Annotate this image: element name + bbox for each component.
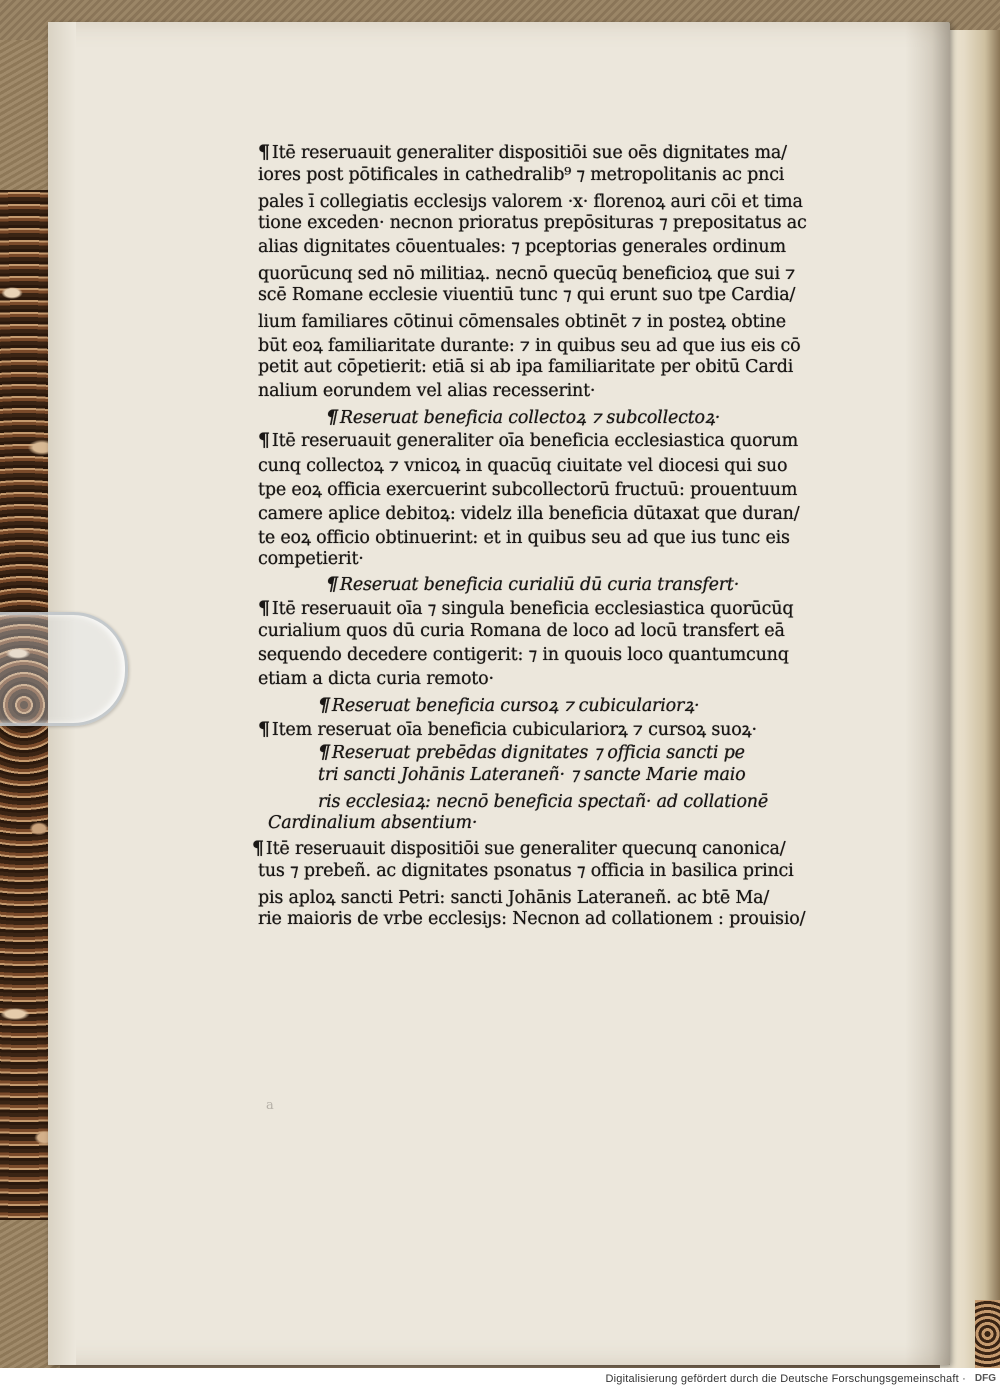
pilcrow-icon: ¶ [318, 741, 330, 763]
text-line: iores post pōtificales in cathedralib⁹ ⁊ metropolitanis ac pnci [258, 165, 785, 185]
text-line: lium familiares cōtinui cōmensales obtinēt ⁊ in posteꝝ obtine [258, 312, 786, 332]
pilcrow-icon: ¶ [258, 718, 270, 740]
pilcrow-icon: ¶ [252, 837, 264, 859]
text-line: pales ī collegiatis ecclesiȷs valorem ·x· florenoꝝ auri cōi et tima [258, 192, 803, 212]
text-line: tus ⁊ prebeñ. ac dignitates psonatus ⁊ officia in basilica princi [258, 861, 794, 881]
text-line: rie maioris de vrbe ecclesiȷs: Necnon ad collationem : prouisio/ [258, 909, 806, 929]
text-line: alias dignitates cōuentuales: ⁊ pceptorias generales ordinum [258, 237, 786, 257]
pilcrow-icon: ¶ [326, 573, 338, 595]
rubric-heading: ¶ Reseruat prebēdas dignitates ⁊ officia sancti pe [318, 741, 745, 763]
rubric-heading: ¶ Reseruat beneficia curialiū dū curia transfert· [326, 573, 740, 595]
pilcrow-icon: ¶ [318, 694, 330, 716]
text-line: sequendo decedere contigerit: ⁊ in quouis loco quantumcunq [258, 645, 789, 665]
page-gutter-shadow [905, 22, 950, 1365]
text-line: pis aploꝝ sancti Petri: sancti Johānis Lateraneñ. ac btē Ma/ [258, 888, 770, 908]
rubric-heading: tri sancti Johānis Lateraneñ· ⁊ sancte Marie maio [318, 765, 746, 785]
marbled-edge-right [975, 1300, 1000, 1368]
dfg-logo: DFG [974, 1373, 996, 1384]
pilcrow-icon: ¶ [258, 141, 270, 163]
text-line: ¶ Itē reseruauit generaliter dispositiōi sue oēs dignitates ma/ [258, 141, 787, 163]
footer-credit: Digitalisierung gefördert durch die Deutsche Forschungsgemeinschaft · [605, 1373, 966, 1385]
text-line: petit aut cōpetierit: etiā si ab ipa familiaritate per obitū Cardi [258, 357, 794, 377]
text-line: etiam a dicta curia remoto· [258, 669, 494, 689]
text-line: tpe eoꝝ officia exercuerint subcollectorū fructuū: prouentuum [258, 480, 798, 500]
footer-bar [0, 1368, 1000, 1392]
page-clip [0, 612, 128, 726]
text-line: tione exceden· necnon prioratus prepōsituras ⁊ prepositatus ac [258, 213, 807, 233]
text-line: ¶ Itē reseruauit oīa ⁊ singula beneficia ecclesiastica quorūcūq [258, 597, 794, 619]
signature-mark: a [266, 1098, 274, 1113]
text-line: ¶ Itē reseruauit generaliter oīa beneficia ecclesiastica quorum [258, 429, 798, 451]
text-line: curialium quos dū curia Romana de loco ad locū transfert eā [258, 621, 785, 641]
text-line: būt eoꝝ familiaritate durante: ⁊ in quibus seu ad que ius eis cō [258, 336, 801, 356]
pilcrow-icon: ¶ [258, 597, 270, 619]
text-line: scē Romane ecclesie viuentiū tunc ⁊ qui erunt suo tpe Cardia/ [258, 285, 796, 305]
rubric-heading: ¶ Reseruat beneficia collectoꝝ ⁊ subcollectoꝝ· [326, 406, 721, 428]
pilcrow-icon: ¶ [326, 406, 338, 428]
text-line: cunq collectoꝝ ⁊ vnicoꝝ in quacūq ciuitate vel diocesi qui suo [258, 456, 788, 476]
text-line: nalium eorundem vel alias recesserint· [258, 381, 596, 401]
rubric-heading: ¶ Reseruat beneficia cursoꝝ ⁊ cubiculariorꝝ· [318, 694, 700, 716]
text-line: te eoꝝ officio obtinuerint: et in quibus seu ad que ius tunc eis [258, 528, 790, 548]
rubric-heading: Cardinalium absentium· [268, 813, 478, 833]
text-line: ¶ Itē reseruauit dispositiōi sue generaliter quecunq canonica/ [252, 837, 786, 859]
pilcrow-icon: ¶ [258, 429, 270, 451]
text-line: camere aplice debitoꝝ: videlz illa beneficia dūtaxat que duran/ [258, 504, 800, 524]
text-line: quorūcunq sed nō militiaꝝ. necnō quecūq beneficioꝝ que sui ⁊ [258, 264, 796, 284]
text-line: competierit· [258, 549, 364, 569]
text-line: ¶ Item reseruat oīa beneficia cubiculariorꝝ ⁊ cursoꝝ suoꝝ· [258, 718, 757, 740]
rubric-heading: ris ecclesiaꝝ: necnō beneficia spectañ· ad collationē [318, 792, 769, 812]
